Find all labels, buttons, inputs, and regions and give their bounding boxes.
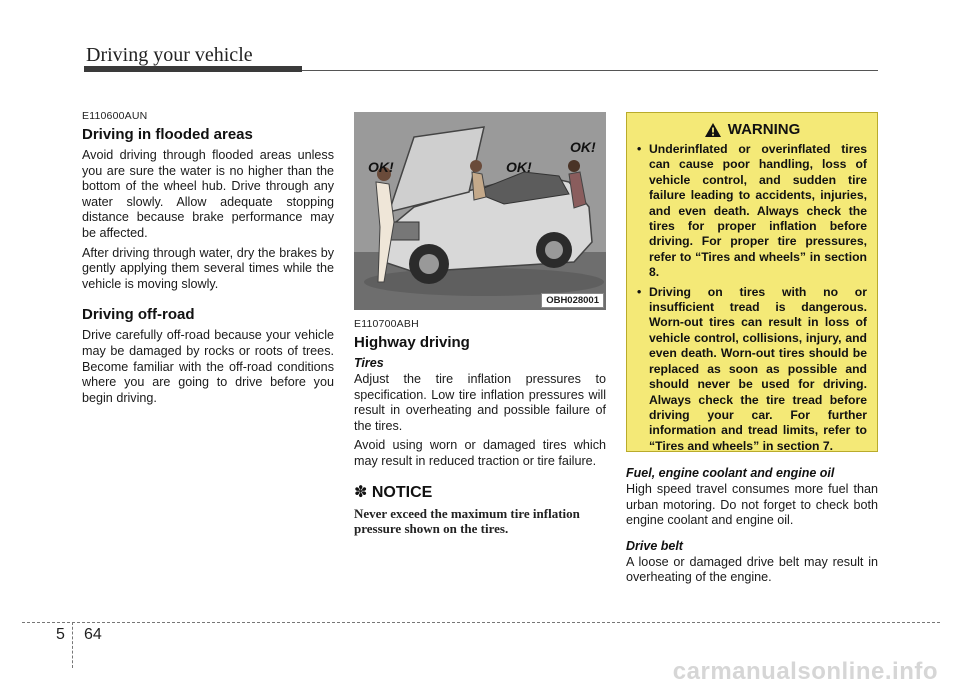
column-middle (354, 112, 606, 537)
ok-label-middle: OK! (506, 159, 532, 175)
notice-text: Never exceed the maximum tire inflation pressure shown on the tires. (354, 505, 580, 537)
warning-item: • Driving on tires with no or insufficient tread is dangerous. Worn-out tires can result in loss of vehicle control, collisions, injury, and even death. Worn-out tires should be replaced as soon as possible and should never be used for driving. Always check the tire tread before driving your car. For further information and tread limits, refer to “Tires and wheels” in section 7. (637, 284, 867, 453)
ok-label-left: OK! (368, 159, 394, 175)
header-rule-thick (84, 66, 302, 72)
car-illustration (354, 112, 606, 310)
chapter-number: 5 (56, 626, 65, 643)
section-code: E110600AUN (82, 110, 148, 122)
watermark: carmanualsonline.info (672, 658, 938, 685)
section-code: E110700ABH (354, 318, 419, 330)
flooded-paragraph-2: After driving through water, dry the brakes by gently applying them several times while the vehicle is moving slowly. (82, 245, 334, 291)
flooded-heading: Driving in flooded areas (82, 126, 253, 143)
offroad-paragraph: Drive carefully off-road because your vehicle may be damaged by rocks or roots of trees. Become familiar with the off-road conditions where you are going to drive before you begin driving. (82, 328, 334, 405)
highway-heading: Highway driving (354, 334, 470, 351)
warning-item: • Underinflated or overinflated tires can cause poor handling, loss of vehicle control, and sudden tire failure leading to accidents, injuries, and even death. Always check the tires for proper inflation before driving. For proper tire pressures, refer to “Tires and wheels” in section 8. (637, 142, 867, 280)
notice-heading: ✽ NOTICE (354, 483, 433, 501)
flooded-paragraph-1: Avoid driving through flooded areas unless you are sure the water is no higher than the bottom of the wheel hub. Drive through any water slowly. Allow adequate stopping distance because brake performance may be affected. (82, 148, 334, 240)
offroad-heading: Driving off-road (82, 306, 195, 324)
header-rule-thin (302, 70, 878, 71)
ok-label-right: OK! (570, 139, 596, 155)
warning-title: WARNING (727, 121, 801, 138)
photo-caption: OBH028001 (541, 293, 604, 308)
tires-paragraph-2: Avoid using worn or damaged tires which may result in reduced traction or tire failure. (354, 438, 606, 468)
fuel-subheading: Fuel, engine coolant and engine oil (626, 466, 835, 480)
warning-box (626, 112, 878, 452)
warning-list (637, 142, 867, 454)
warning-header (637, 121, 867, 138)
column-left (82, 110, 334, 410)
header-title: Driving your vehicle (86, 44, 253, 66)
drive-belt-paragraph: A loose or damaged drive belt may result in overheating of the engine. (626, 554, 878, 585)
tire-check-photo (354, 112, 606, 310)
fuel-paragraph: High speed travel consumes more fuel than urban motoring. Do not forget to check both engine coolant and engine oil. (626, 482, 878, 528)
tires-paragraph-1: Adjust the tire inflation pressures to specification. Low tire inflation pressures will result in overheating and possible failure of the tires. (354, 372, 606, 433)
warning-triangle-icon (704, 122, 722, 138)
column-right (626, 112, 878, 590)
page-number: 64 (84, 626, 102, 643)
drive-belt-subheading: Drive belt (626, 538, 683, 553)
tires-subheading: Tires (354, 356, 384, 370)
footer-rule (22, 622, 940, 623)
footer-divider (72, 622, 73, 668)
